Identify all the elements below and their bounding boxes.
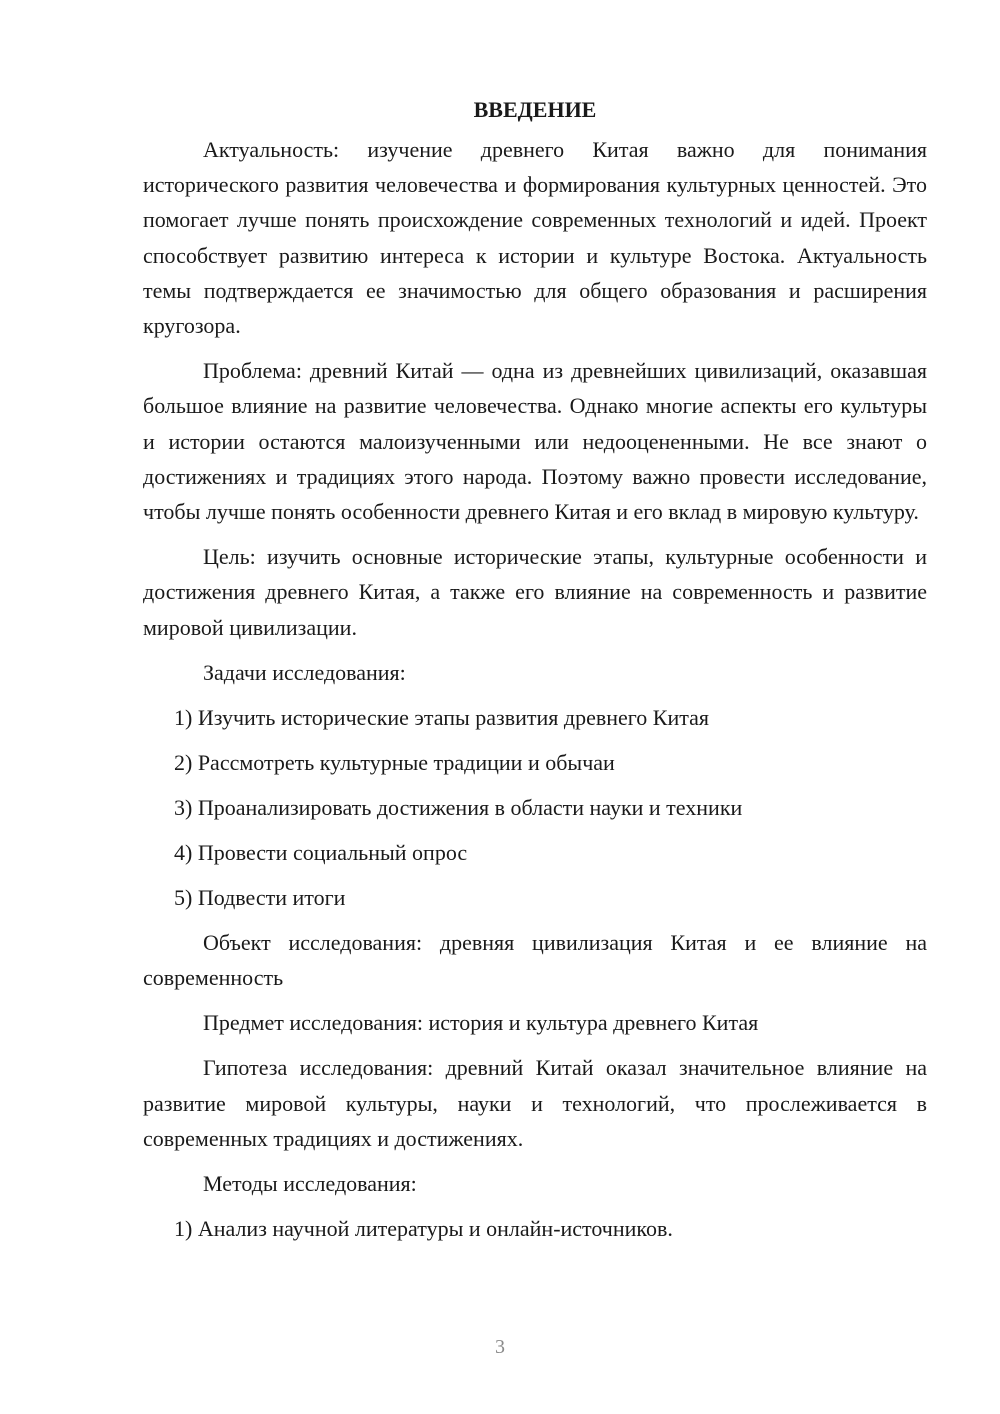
list-item-task-5: 5) Подвести итоги (174, 884, 346, 910)
tasks-list (143, 700, 927, 915)
object-paragraph: Объект исследования: древняя цивилизация Китая и ее влияние на современность (143, 929, 927, 991)
hypothesis-paragraph: Гипотеза исследования: древний Китай оказал значительное влияние на развитие мировой культуры, науки и технологий, что прослеживается в современных традициях и достижениях. (143, 1055, 927, 1151)
problem-paragraph: Проблема: древний Китай — одна из древнейших цивилизаций, оказавшая большое влияние на развитие человечества. Однако многие аспекты его культуры и истории остаются малоизученными или недооцененными. Не все знают о достижениях и традициях этого народа. Поэтому важно провести исследование, чтобы лучше понять особенности древнего Китая и его вклад в мировую культуру. (143, 358, 927, 525)
relevance-paragraph: Актуальность: изучение древнего Китая важно для понимания исторического развития человечества и формирования культурных ценностей. Это помогает лучше понять происхождение современных технологий и идей. Проект способствует развитию интереса к истории и культуре Востока. Актуальность темы подтверждается ее значимостью для общего образования и расширения кругозора. (143, 137, 927, 339)
page-number: 3 (495, 1336, 505, 1358)
page-title: ВВЕДЕНИЕ (473, 97, 597, 122)
list-item-task-2: 2) Рассмотреть культурные традиции и обычаи (174, 749, 615, 775)
list-item-method-1: 1) Анализ научной литературы и онлайн-источников. (174, 1216, 673, 1242)
methods-heading: Методы исследования: (203, 1171, 417, 1197)
list-item-task-1: 1) Изучить исторические этапы развития древнего Китая (174, 704, 709, 730)
list-item-task-3: 3) Проанализировать достижения в области науки и техники (174, 794, 743, 820)
goal-paragraph: Цель: изучить основные исторические этапы, культурные особенности и достижения древнего Китая, а также его влияние на современность и развитие мировой цивилизации. (143, 544, 927, 640)
tasks-heading: Задачи исследования: (203, 659, 406, 685)
subject-paragraph: Предмет исследования: история и культура древнего Китая (203, 1010, 759, 1036)
methods-list (143, 1211, 927, 1246)
list-item-task-4: 4) Провести социальный опрос (174, 839, 468, 865)
page-content (143, 96, 927, 1256)
